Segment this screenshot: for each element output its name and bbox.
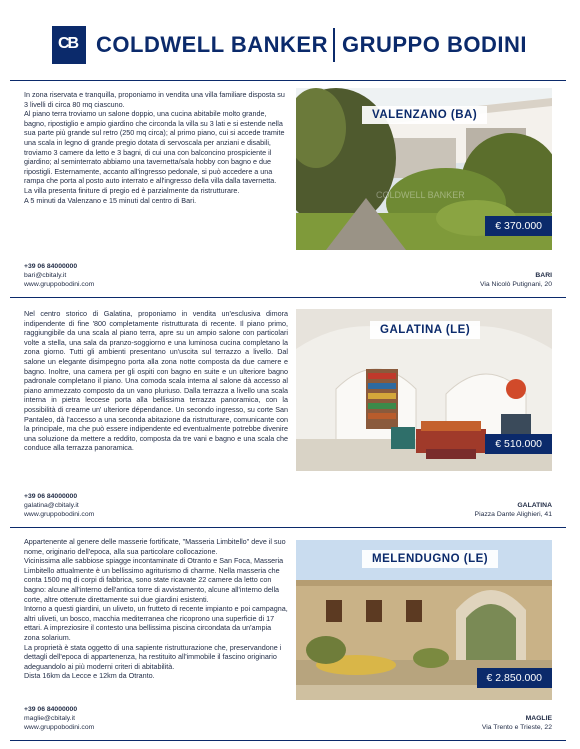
section-divider [10,740,566,741]
listing-photo-masseria [296,540,552,700]
description-paragraph: Dista 16km da Lecce e 12km da Otranto. [24,671,155,681]
office-address: Via Trento e Trieste, 22 [481,724,552,731]
description-paragraph: Appartenente al genere delle masserie fortificate, "Masseria Limbitello" deve il suo nome, originario dell'epoca, alla sua particolare collocazione. [24,537,286,556]
listing-photo-villa [296,88,552,250]
listing-price: € 510.000 [485,434,552,454]
office-address-block [475,501,552,519]
contact-block [24,262,94,289]
contact-email[interactable]: maglie@cbitaly.it [24,715,75,722]
brand-separator [333,28,335,62]
listing-price: € 2.850.000 [477,668,552,688]
contact-phone[interactable]: +39 06 84000000 [24,263,78,270]
contact-phone[interactable]: +39 06 84000000 [24,493,78,500]
contact-website[interactable]: www.gruppobodini.com [24,281,95,288]
office-address-block [480,271,552,289]
description-paragraph: Vicinissima alle sabbiose spiagge incontaminate di Otranto e San Foca, Masseria Limbitello attualmente è un bellissimo agriturismo di charme. Nella masseria che conta 1500 mq di corpi di fabbrica, sono state ricavate 22 camere da letto con bagno: alcune all'interno dell'antica torre di avvistamento, alcune all'interno della corte, altre ottenute direttamente sui due giardini esistenti. [24,556,284,604]
description-paragraph: La proprietà è stata oggetto di una sapiente ristrutturazione che, preservandone i dettagli dell'epoca di appartenenza, ha restituito all'immobile il fascino originario adeguandolo ai più moderni criteri di abitabilità. [24,642,282,671]
header-divider [10,80,566,81]
listing-title: VALENZANO (BA) [362,106,487,124]
listing-description [24,309,288,453]
contact-website[interactable]: www.gruppobodini.com [24,511,95,518]
brand-name: COLDWELL BANKER [96,32,328,57]
office-city: GALATINA [517,502,552,509]
listing-photo-interior [296,309,552,471]
office-address-block [482,714,552,732]
coldwell-banker-logo [52,26,86,64]
office-address: Via Nicolò Putignani, 20 [479,281,552,288]
contact-email[interactable]: bari@cbitaly.it [24,272,67,279]
description-paragraph: Al piano terra troviamo un salone doppio, una cucina abitabile molto grande, bagno, ripostiglio e ampio giardino che circonda la villa su 3 lati e si estende nella sua parte più grande sul retro (250 mq circa); al primo piano, cui si accede tramite una scala in legno di grande pregio dotata di servoscala per anziani e disabili, troviamo 3 camere da letto e 3 bagni, di cui una con balconcino prospiciente il giardino; al seminterrato abbiamo una tavernetta/sala hobby con bagno e due ripostigli. Esternamente, accanto all'ingresso pedonale, si può accedere a una rampa che porta al posto auto interrato e all'ingresso della villa dalla tavernetta. [24,109,285,186]
section-divider [10,297,566,298]
office-address: Piazza Dante Alighieri, 41 [474,511,552,518]
logo-mark: CB [58,35,78,52]
page-header [0,0,580,80]
description-paragraph: La villa presenta finiture di pregio ed è parzialmente da ristrutturare. [24,185,240,195]
contact-website[interactable]: www.gruppobodini.com [24,724,95,731]
section-divider [10,527,566,528]
listing-description [24,537,288,681]
description-paragraph: Intorno a questi giardini, un uliveto, un frutteto di recente impianto e poi campagna, altri uliveti, un bosco, macchia mediterranea che ricoprono una superficie di 17 ettari. A impreziosire il contesto una bellissima piscina circondata da un'ampia zona solarium. [24,604,288,642]
listing-title: GALATINA (LE) [370,321,480,339]
office-city: BARI [535,272,552,279]
photo-watermark: COLDWELL BANKER [376,190,465,200]
office-city: MAGLIE [525,715,552,722]
contact-phone[interactable]: +39 06 84000000 [24,706,78,713]
contact-block [24,705,94,732]
description-paragraph: Nel centro storico di Galatina, proponiamo in vendita un'esclusiva dimora indipendente di fine '800 completamente ristrutturata di recente. Il piano primo, raggiungibile da una scala al piano terra, apre su un ampio salone con particolari volte a stella, una sala da pranzo-soggiorno e una luminosa cucina completano la zona giorno. Tutti gli ambienti presentano un'uscita sul terrazzo a livello. Dal salone un elegante disimpegno porta alla zona notte composta da due camere e bagno. Inoltre, una camera per gli ospiti con bagno en suite e un ulteriore bagno padronale completano il piano. Una comoda scala interna al salone dà accesso al piano ammezzato composto da un vano pluriuso. Dalla terrazza a livello una scala interna in pietra leccese porta alla bellissima terrazza panoramica, con la possibilità di crearne un' ulteriore dépendance. Un secondo ingresso, su corte San Pantaleo, dà l'accesso a una seconda abitazione da ristrutturare, comunicante con la principale, ma che può essere indipendente ed eventualmente potrebbe divenire una soluzione da mettere a reddito, composta da tre vani e bagno e una scala che conduce alla terrazza panoramica. [24,309,288,453]
description-paragraph: In zona riservata e tranquilla, proponiamo in vendita una villa familiare disposta su 3 livelli di circa 80 mq ciascuno. [24,90,285,109]
listing-description [24,90,288,205]
listing-price: € 370.000 [485,216,552,236]
contact-email[interactable]: galatina@cbitaly.it [24,502,79,509]
brand-group-name: GRUPPO BODINI [342,32,527,57]
description-paragraph: A 5 minuti da Valenzano e 15 minuti dal centro di Bari. [24,195,197,205]
listing-title: MELENDUGNO (LE) [362,550,498,568]
contact-block [24,492,94,519]
